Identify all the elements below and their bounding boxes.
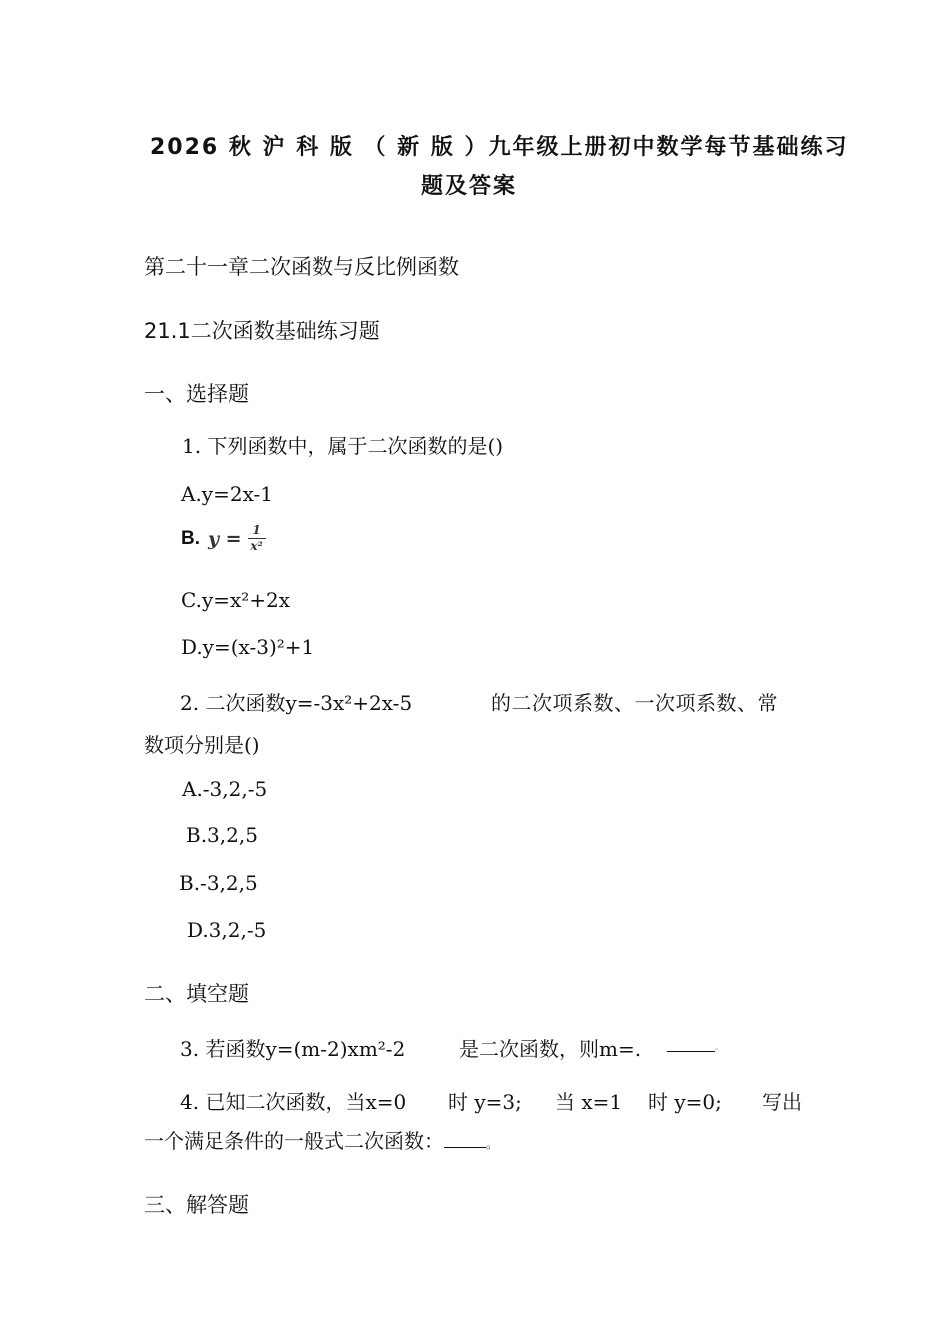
question-2-stem-part1: 2. 二次函数y=-3x²+2x-5 — [180, 691, 413, 715]
question-2-option-d: D.3,2,-5 — [187, 918, 267, 942]
question-4-tail: 。 — [486, 1137, 499, 1151]
question-1-option-c: C.y=x²+2x — [181, 588, 291, 612]
blank-tail-mark: - — [715, 1044, 719, 1055]
question-4-part4: 时 y=0; — [648, 1090, 722, 1114]
question-3-part1: 3. 若函数y=(m-2)xm²-2 — [180, 1037, 406, 1061]
answer-blank — [667, 1033, 715, 1052]
question-1-option-a: A.y=2x-1 — [181, 482, 273, 506]
answer-blank — [444, 1129, 486, 1148]
question-2-option-c: B.-3,2,5 — [179, 871, 258, 895]
question-2-stem-part2: 的二次项系数、一次项系数、常 — [491, 691, 778, 715]
chapter-heading: 第二十一章二次函数与反比例函数 — [144, 255, 459, 279]
doc-title-line2: 题及答案 — [421, 174, 518, 199]
option-b-equation — [208, 524, 266, 553]
question-4-line2-text: 一个满足条件的一般式二次函数： — [144, 1129, 444, 1153]
fraction-denominator: x² — [250, 539, 263, 553]
question-4-part2: 时 y=3; — [448, 1090, 522, 1114]
question-1-option-b — [181, 524, 266, 553]
question-4-part3: 当 x=1 — [555, 1090, 623, 1114]
doc-title-line1: 2026 秋 沪 科 版 （ 新 版 ）九年级上册初中数学每节基础练习 — [150, 135, 849, 160]
question-1-option-d: D.y=(x-3)²+1 — [181, 635, 315, 659]
question-3-answer-blank — [667, 1033, 718, 1057]
section-fill-heading: 二、填空题 — [144, 982, 249, 1006]
question-2-option-b: B.3,2,5 — [186, 823, 258, 847]
section-choice-heading: 一、选择题 — [144, 382, 249, 406]
option-b-lhs: y = — [208, 527, 242, 550]
question-4-part5: 写出 — [762, 1090, 802, 1114]
option-b-label: B. — [181, 527, 200, 549]
question-4-part1: 4. 已知二次函数，当x=0 — [180, 1090, 407, 1114]
question-4-line2 — [144, 1125, 498, 1154]
question-3-part2: 是二次函数，则m=. — [459, 1037, 642, 1061]
option-b-fraction — [248, 524, 266, 553]
fraction-numerator: 1 — [252, 523, 261, 537]
question-2-option-a: A.-3,2,-5 — [182, 777, 268, 801]
subsection-heading: 21.1二次函数基础练习题 — [144, 319, 380, 343]
question-2-stem-line2: 数项分别是() — [144, 733, 260, 757]
section-answer-heading: 三、解答题 — [144, 1193, 249, 1217]
question-1-stem: 1. 下列函数中，属于二次函数的是() — [182, 434, 504, 458]
